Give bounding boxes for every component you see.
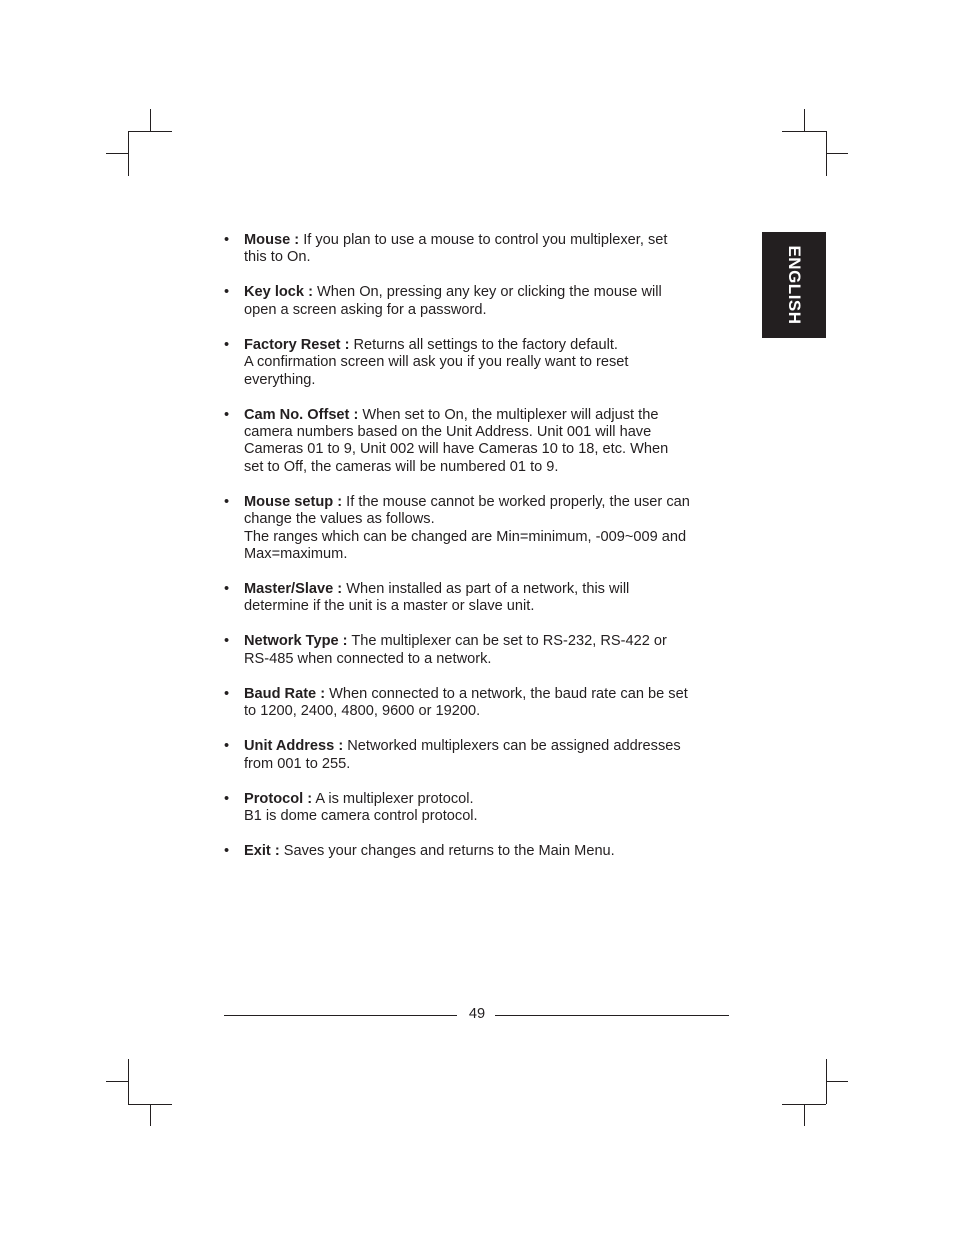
item-label: Key lock :	[244, 284, 313, 301]
list-item	[224, 407, 734, 477]
item-label: Master/Slave :	[244, 581, 343, 598]
crop-mark	[804, 109, 805, 131]
item-description: When installed as part of a network, this will	[346, 581, 630, 598]
bullet-icon: •	[224, 406, 230, 423]
footer-rule-right	[495, 1015, 729, 1016]
bullet-icon: •	[224, 232, 230, 248]
item-text-line: RS-485 when connected to a network.	[244, 650, 492, 667]
language-tab-label: ENGLISH	[785, 245, 804, 325]
crop-mark	[150, 1104, 151, 1126]
item-text-line: this to On.	[244, 249, 311, 266]
item-label: Network Type :	[244, 633, 348, 650]
item-label: Unit Address :	[244, 738, 344, 755]
item-text-line	[244, 337, 734, 354]
crop-mark	[782, 131, 826, 132]
item-text-line	[244, 494, 734, 511]
crop-mark	[826, 153, 848, 154]
list-item	[224, 633, 734, 668]
item-text-line: B1 is dome camera control protocol.	[244, 808, 478, 825]
list-item	[224, 232, 734, 267]
item-text-line: from 001 to 255.	[244, 755, 351, 772]
item-description: Saves your changes and returns to the Main Menu.	[283, 843, 615, 860]
item-label: Cam No. Offset :	[244, 406, 359, 423]
item-text-line	[244, 581, 734, 598]
item-text-line: open a screen asking for a password.	[244, 301, 487, 318]
list-item	[224, 686, 734, 721]
item-description: When On, pressing any key or clicking the mouse will	[317, 284, 662, 301]
item-description: If the mouse cannot be worked properly, the user can	[346, 493, 690, 510]
crop-mark	[128, 131, 172, 132]
item-text-line	[244, 407, 734, 424]
item-text-line: A confirmation screen will ask you if you really want to reset	[244, 354, 629, 371]
item-text-line	[244, 284, 734, 301]
bullet-icon: •	[224, 843, 230, 860]
item-label: Baud Rate :	[244, 685, 326, 702]
item-description: A is multiplexer protocol.	[315, 790, 474, 807]
item-text-line: Cameras 01 to 9, Unit 002 will have Cameras 10 to 18, etc. When	[244, 441, 669, 458]
item-text-line	[244, 738, 734, 755]
item-text-line: set to Off, the cameras will be numbered 01 to 9.	[244, 458, 559, 475]
item-description: When connected to a network, the baud rate can be set	[329, 685, 688, 702]
crop-mark	[106, 1081, 128, 1082]
crop-mark	[128, 131, 129, 176]
item-description: Returns all settings to the factory default.	[353, 336, 618, 353]
list-item	[224, 337, 734, 389]
crop-mark	[128, 1059, 129, 1104]
bullet-icon: •	[224, 336, 230, 353]
bullet-icon: •	[224, 284, 230, 301]
item-label: Factory Reset :	[244, 336, 350, 353]
list-item	[224, 284, 734, 319]
item-text-line: Max=maximum.	[244, 546, 348, 563]
item-text-line: everything.	[244, 371, 316, 388]
crop-mark	[106, 153, 128, 154]
item-text-line	[244, 791, 734, 808]
item-label: Exit :	[244, 843, 280, 860]
bullet-icon: •	[224, 790, 230, 807]
item-text-line: determine if the unit is a master or slave unit.	[244, 598, 535, 615]
item-text-line: The ranges which can be changed are Min=minimum, -009~009 and	[244, 528, 687, 545]
bullet-icon: •	[224, 685, 230, 702]
bullet-icon: •	[224, 738, 230, 755]
list-item	[224, 791, 734, 826]
footer-rule-left	[224, 1015, 457, 1016]
item-text-line: change the values as follows.	[244, 511, 435, 528]
bullet-icon: •	[224, 581, 230, 598]
item-description: When set to On, the multiplexer will adjust the	[362, 406, 659, 423]
item-label: Protocol :	[244, 790, 313, 807]
item-label: Mouse setup :	[244, 493, 343, 510]
bullet-icon: •	[224, 493, 230, 510]
item-text-line	[244, 686, 734, 703]
item-text-line: camera numbers based on the Unit Address. Unit 001 will have	[244, 424, 652, 441]
crop-mark	[804, 1104, 805, 1126]
list-item	[224, 581, 734, 616]
page-number: 49	[468, 1006, 486, 1022]
crop-mark	[150, 109, 151, 131]
item-text-line	[244, 232, 734, 249]
language-tab	[762, 232, 826, 338]
settings-description-list	[224, 232, 734, 878]
item-description: If you plan to use a mouse to control you multiplexer, set	[303, 232, 668, 248]
list-item	[224, 843, 734, 860]
item-description: The multiplexer can be set to RS-232, RS-422 or	[351, 633, 667, 650]
item-description: Networked multiplexers can be assigned addresses	[347, 738, 681, 755]
item-text-line: to 1200, 2400, 4800, 9600 or 19200.	[244, 703, 481, 720]
crop-mark	[826, 1081, 848, 1082]
item-text-line	[244, 633, 734, 650]
list-item	[224, 494, 734, 564]
item-label: Mouse :	[244, 232, 300, 248]
list-item	[224, 738, 734, 773]
bullet-icon: •	[224, 633, 230, 650]
item-text-line	[244, 843, 734, 860]
